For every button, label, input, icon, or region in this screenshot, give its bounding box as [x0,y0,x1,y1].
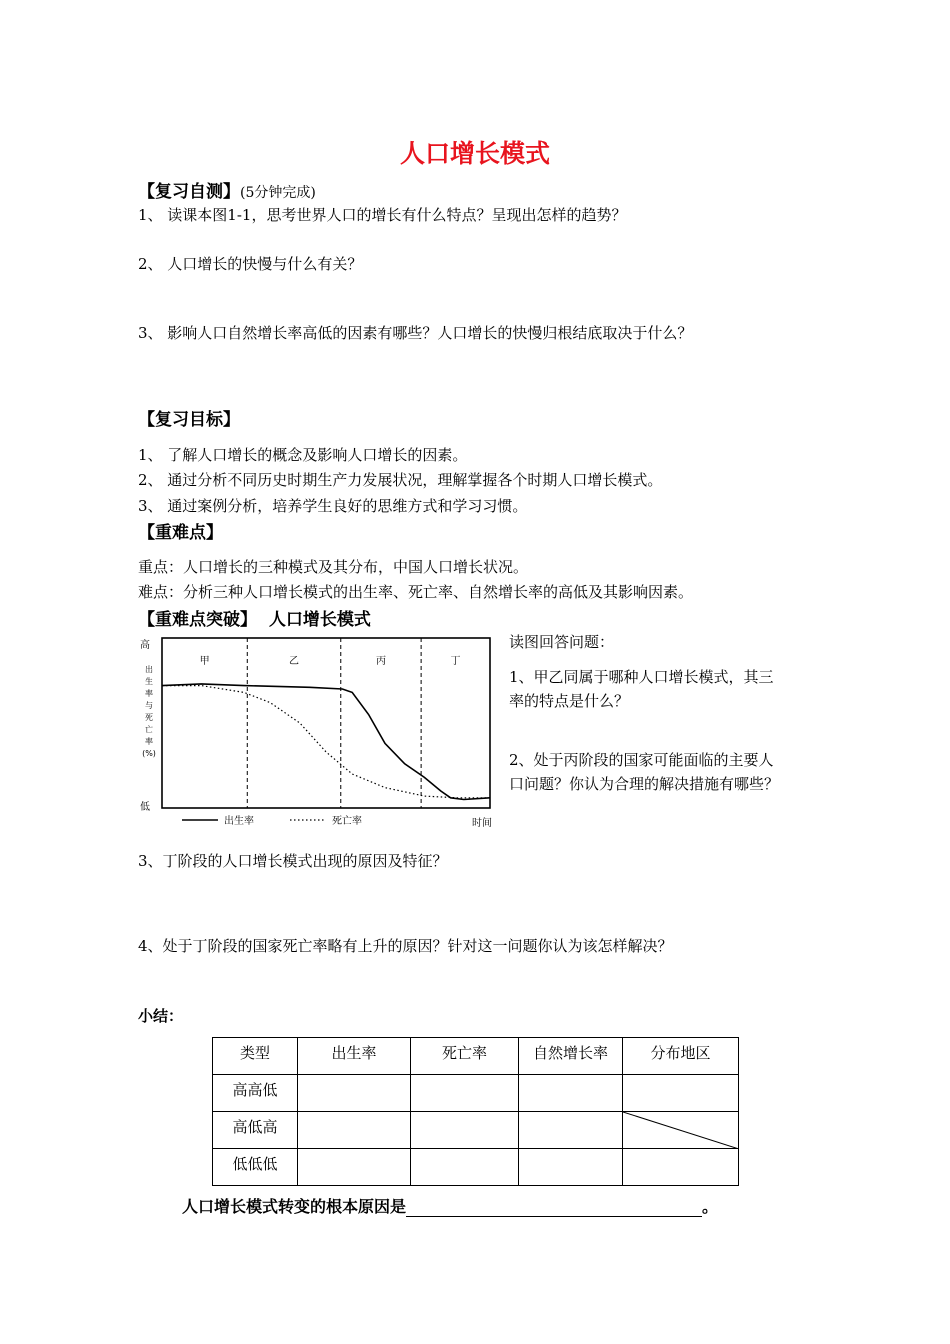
table-header-cell: 死亡率 [411,1038,519,1075]
breakthrough-topic: 人口增长模式 [268,610,371,630]
population-growth-chart [138,632,498,832]
table-header-cell: 分布地区 [623,1038,739,1075]
series-line-birth-rate [162,684,490,800]
stage-label: 乙 [289,656,300,667]
table-cell [411,1075,519,1112]
table-row [213,1112,739,1149]
read-intro: 读图回答问题： [509,633,615,651]
read-q1-line1: 1、甲乙同属于哪种人口增长模式，其三 [509,668,774,686]
table-cell [411,1149,519,1186]
legend-label-birth: 出生率 [224,816,254,827]
table-row [213,1075,739,1112]
table-cell-diagonal [623,1112,739,1149]
y-axis-label-char: 与 [145,701,153,710]
question-4: 4、处于丁阶段的国家死亡率略有上升的原因？针对这一问题你认为该怎样解决？ [138,937,673,955]
y-axis-label-char: 出 [145,665,153,674]
y-axis-label-char: (%) [142,749,156,758]
table-cell [298,1112,411,1149]
answer-blank[interactable] [406,1198,702,1217]
y-axis-label-char: 率 [145,689,153,698]
chart-frame [162,638,490,808]
self-test-q3: 3、 影响人口自然增长率高低的因素有哪些？人口增长的快慢归根结底取决于什么？ [138,324,693,342]
table-header-row [213,1038,739,1075]
goal-item-3: 3、 通过案例分析，培养学生良好的思维方式和学习习惯。 [138,497,528,515]
diagonal-line [623,1112,739,1149]
table-cell [411,1112,519,1149]
y-axis-label-char: 率 [145,737,153,746]
self-test-q2: 2、 人口增长的快慢与什么有关？ [138,255,363,273]
table-row-label: 低低低 [213,1149,298,1186]
conclusion-text: 人口增长模式转变的根本原因是 [182,1197,407,1216]
table-cell [298,1075,411,1112]
table-cell [519,1075,623,1112]
table-row-label: 高低高 [213,1112,298,1149]
y-axis-bottom-label: 低 [140,802,150,813]
read-q1-line2: 率的特点是什么？ [509,692,630,710]
table-header-cell: 自然增长率 [519,1038,623,1075]
table-cell [519,1112,623,1149]
series-line-death-rate [162,686,490,798]
question-3: 3、丁阶段的人口增长模式出现的原因及特征？ [138,852,448,870]
stage-label: 丁 [450,656,461,667]
conclusion-end: 。 [702,1197,719,1216]
y-axis-top-label: 高 [140,640,150,651]
table-header-cell: 类型 [213,1038,298,1075]
read-q2-line1: 2、处于丙阶段的国家可能面临的主要人 [509,751,774,769]
goal-item-1: 1、 了解人口增长的概念及影响人口增长的因素。 [138,446,468,464]
key-difficulty: 难点：分析三种人口增长模式的出生率、死亡率、自然增长率的高低及其影响因素。 [138,583,694,601]
y-axis-label-char: 亡 [145,725,153,734]
legend-label-death: 死亡率 [332,816,362,827]
conclusion-line [182,1194,718,1217]
goal-item-2: 2、 通过分析不同历史时期生产力发展状况，理解掌握各个时期人口增长模式。 [138,471,663,489]
read-q2-line2: 口问题？你认为合理的解决措施有哪些？ [509,775,780,793]
table-cell [623,1149,739,1186]
x-axis-label: 时间 [472,818,492,829]
summary-table [212,1037,739,1186]
table-cell [623,1075,739,1112]
summary-heading: 小结： [138,1007,184,1025]
self-test-heading: 【复习自测】 [138,182,240,202]
self-test-heading-line [138,177,316,202]
goals-heading: 【复习目标】 [138,410,240,430]
table-cell [298,1149,411,1186]
table-cell [519,1149,623,1186]
y-axis-label-char: 生 [145,677,153,686]
key-points-heading: 【重难点】 [138,523,223,543]
table-row [213,1149,739,1186]
y-axis-label-char: 死 [145,713,153,722]
table-row-label: 高高低 [213,1075,298,1112]
time-note: (5分钟完成) [240,185,316,201]
stage-label: 甲 [199,656,210,667]
self-test-q1: 1、 读课本图1-1，思考世界人口的增长有什么特点？呈现出怎样的趋势？ [138,206,627,224]
table-header-cell: 出生率 [298,1038,411,1075]
key-focus: 重点：人口增长的三种模式及其分布，中国人口增长状况。 [138,558,529,576]
breakthrough-heading: 【重难点突破】 [138,610,257,630]
page-title: 人口增长模式 [399,139,550,168]
breakthrough-heading-line [138,605,371,630]
stage-label: 丙 [375,656,386,667]
